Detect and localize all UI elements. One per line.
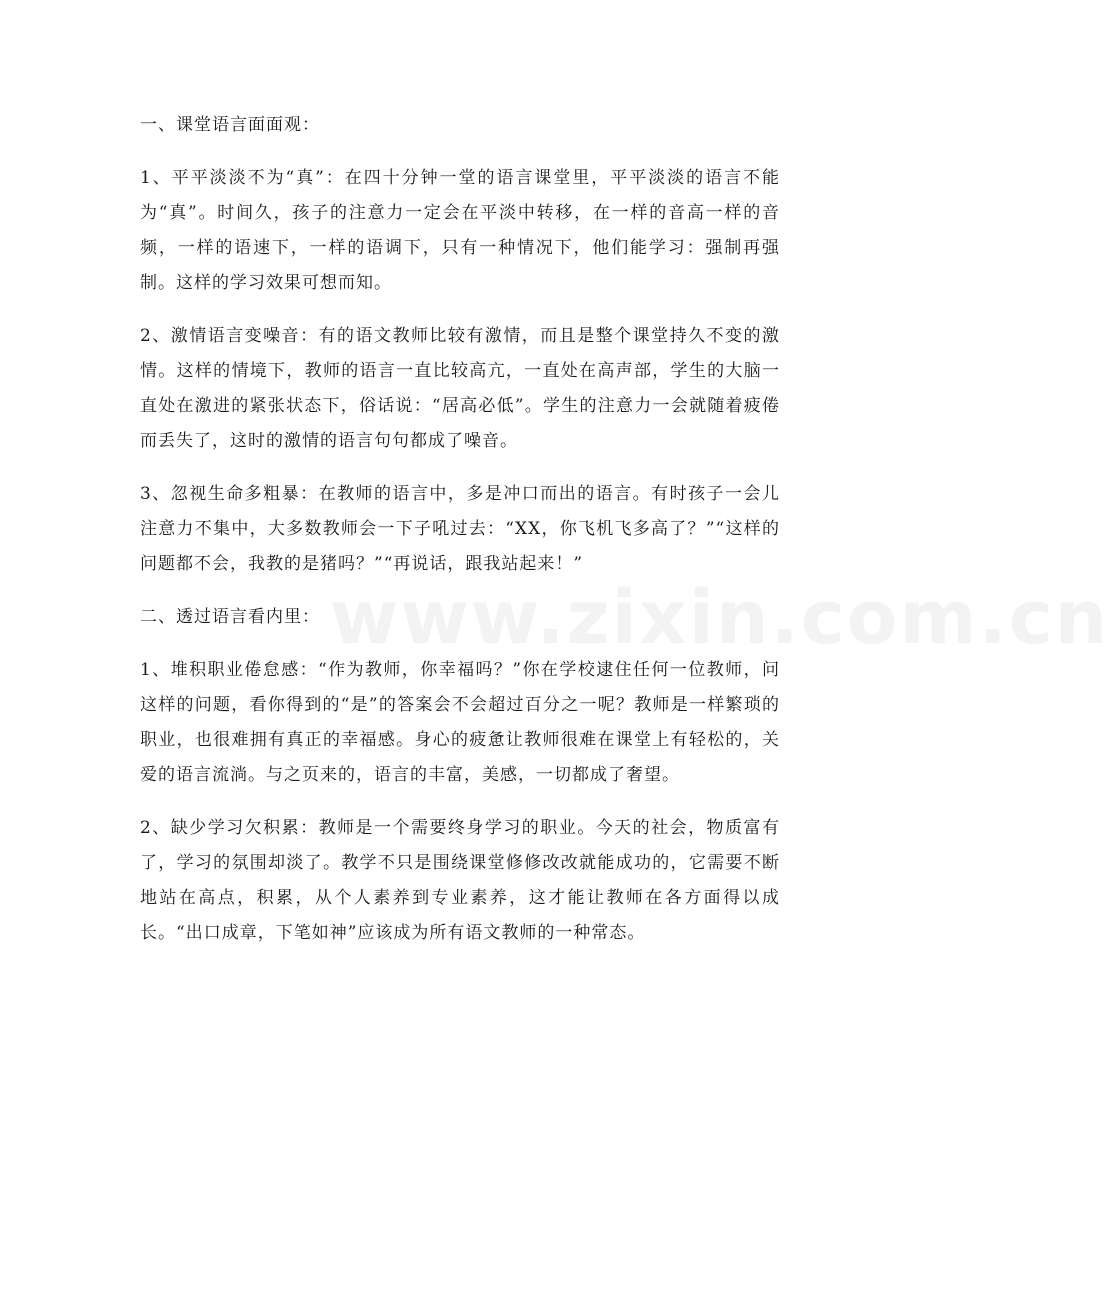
watermark: www.zixin.com.cn (330, 575, 1109, 661)
paragraph-2-1: 1、堆积职业倦怠感：“作为教师，你幸福吗？”你在学校逮住任何一位教师，问这样的问题，看你得到的“是”的答案会不会超过百分之一呢？教师是一样繁琐的职业，也很难拥有真正的幸福感。身心的疲惫让教师很难在课堂上有轻松的，关爱的语言流淌。与之页来的，语言的丰富，美感，一切都成了奢望。 (140, 660, 780, 785)
document-body (140, 108, 780, 951)
section-heading-2: 二、透过语言看内里： (140, 607, 320, 627)
paragraph-2-2: 2、缺少学习欠积累：教师是一个需要终身学习的职业。今天的社会，物质富有了，学习的氛围却淡了。教学不只是围绕课堂修修改改就能成功的，它需要不断地站在高点，积累，从个人素养到专业素养，这才能让教师在各方面得以成长。“出口成章，下笔如神”应该成为所有语文教师的一种常态。 (140, 818, 780, 943)
paragraph-1-3: 3、忽视生命多粗暴：在教师的语言中，多是冲口而出的语言。有时孩子一会儿注意力不集中，大多数教师会一下子吼过去：“XX，你飞机飞多高了？”“这样的问题都不会，我教的是猪吗？”“再说话，跟我站起来！” (140, 484, 780, 574)
section-heading-1: 一、课堂语言面面观： (140, 115, 320, 135)
paragraph-1-1: 1、平平淡淡不为“真”：在四十分钟一堂的语言课堂里，平平淡淡的语言不能为“真”。时间久，孩子的注意力一定会在平淡中转移，在一样的音高一样的音频，一样的语速下，一样的语调下，只有一种情况下，他们能学习：强制再强制。这样的学习效果可想而知。 (140, 168, 780, 293)
paragraph-1-2: 2、激情语言变噪音：有的语文教师比较有激情，而且是整个课堂持久不变的激情。这样的情境下，教师的语言一直比较高亢，一直处在高声部，学生的大脑一直处在激进的紧张状态下，俗话说：“居高必低”。学生的注意力一会就随着疲倦而丢失了，这时的激情的语言句句都成了噪音。 (140, 326, 780, 451)
